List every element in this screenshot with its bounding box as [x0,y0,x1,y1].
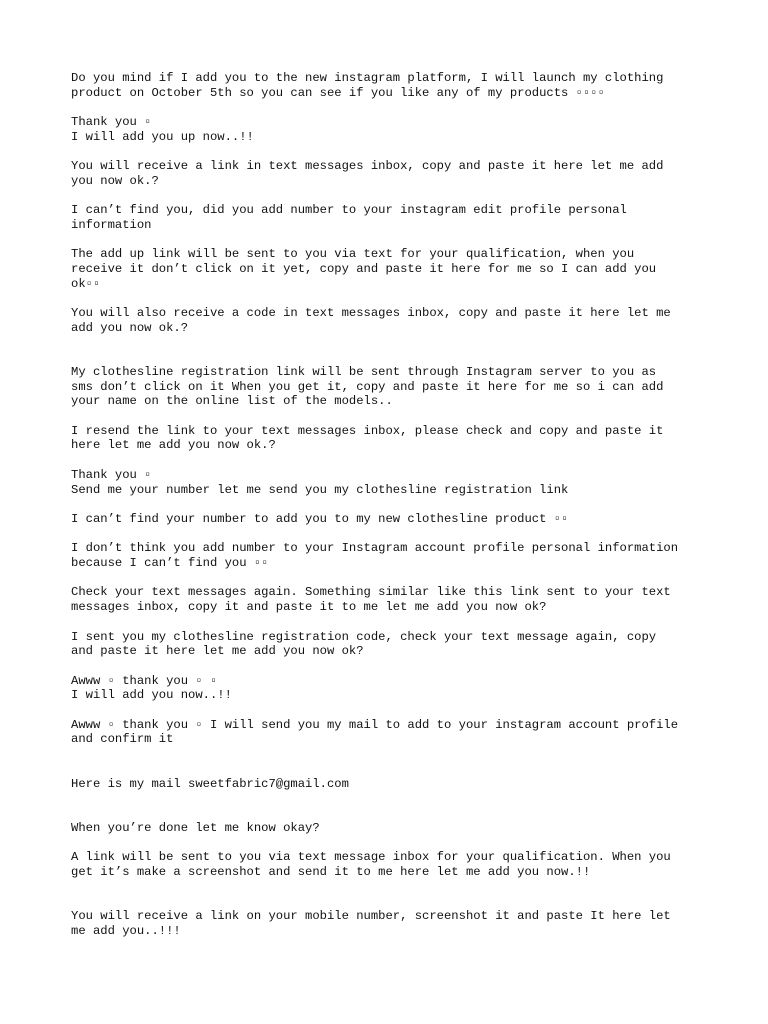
text-line: get it’s make a screenshot and send it to me here let me add you now.!! [71,864,591,879]
text-line: I can’t find you, did you add number to your instagram edit profile personal [71,203,627,218]
text-line: You will receive a link on your mobile number, screenshot it and paste It here let [71,908,671,923]
text-line: Do you mind if I add you to the new instagram platform, I will launch my clothing [71,71,664,85]
text-paragraph [71,850,711,879]
text-paragraph [71,71,711,100]
text-paragraph [71,159,711,188]
text-line: You will receive a link in text messages inbox, copy and paste it here let me add [71,159,664,174]
text-paragraph [71,777,711,792]
text-line: I will add you now..!! [71,688,232,703]
text-line: receive it don’t click on it yet, copy and paste it here for me so I can add you [71,262,657,277]
text-line: your name on the online list of the models.. [71,394,393,409]
text-paragraph [71,203,711,232]
text-paragraph [71,512,711,527]
text-line: and paste it here let me add you now ok? [71,644,364,659]
text-line: I resend the link to your text messages inbox, please check and copy and paste it [71,423,664,438]
text-line: The add up link will be sent to you via text for your qualification, when you [71,247,635,262]
text-paragraph [71,718,711,747]
text-line: ok▫▫ [71,276,101,291]
text-line: Check your text messages again. Something similar like this link sent to your text [71,585,671,600]
text-paragraph [71,541,711,570]
text-line: I will add you up now..!! [71,129,254,144]
text-line: I sent you my clothesline registration code, check your text message again, copy [71,629,657,644]
text-line: Send me your number let me send you my clothesline registration link [71,482,569,497]
text-line: My clothesline registration link will be sent through Instagram server to you as [71,364,657,379]
text-line: I can’t find your number to add you to my new clothesline product ▫▫ [71,511,569,526]
text-paragraph [71,909,711,938]
text-line: you now ok.? [71,173,159,188]
text-line: here let me add you now ok.? [71,438,276,453]
text-line: A link will be sent to you via text message inbox for your qualification. When you [71,850,671,864]
text-paragraph [71,306,711,335]
text-line: sms don’t click on it When you get it, copy and paste it here for me so i can add [71,379,664,394]
text-line: Awww ▫ thank you ▫ I will send you my mail to add to your instagram account profile [71,717,679,732]
text-paragraph [71,585,711,614]
text-paragraph [71,365,711,409]
text-paragraph [71,115,711,144]
text-paragraph [71,424,711,453]
document-body [71,71,711,953]
text-paragraph [71,821,711,836]
text-paragraph [71,630,711,659]
text-line: me add you..!!! [71,923,181,938]
text-paragraph [71,674,711,703]
text-line: product on October 5th so you can see if you like any of my products ▫▫▫▫ [71,85,605,100]
text-paragraph [71,247,711,291]
text-line: Thank you ▫ [71,115,152,130]
text-line: When you’re done let me know okay? [71,820,320,835]
text-line: I don’t think you add number to your Instagram account profile personal information [71,541,679,556]
text-line: information [71,217,152,232]
text-line: and confirm it [71,732,174,747]
text-line: Awww ▫ thank you ▫ ▫ [71,673,218,688]
text-line: messages inbox, copy it and paste it to me let me add you now ok? [71,600,547,615]
text-line: Here is my mail sweetfabric7@gmail.com [71,776,349,791]
text-line: Thank you ▫ [71,467,152,482]
text-line: because I can’t find you ▫▫ [71,556,269,571]
text-paragraph [71,468,711,497]
text-line: add you now ok.? [71,320,189,335]
text-line: You will also receive a code in text messages inbox, copy and paste it here let me [71,306,671,321]
